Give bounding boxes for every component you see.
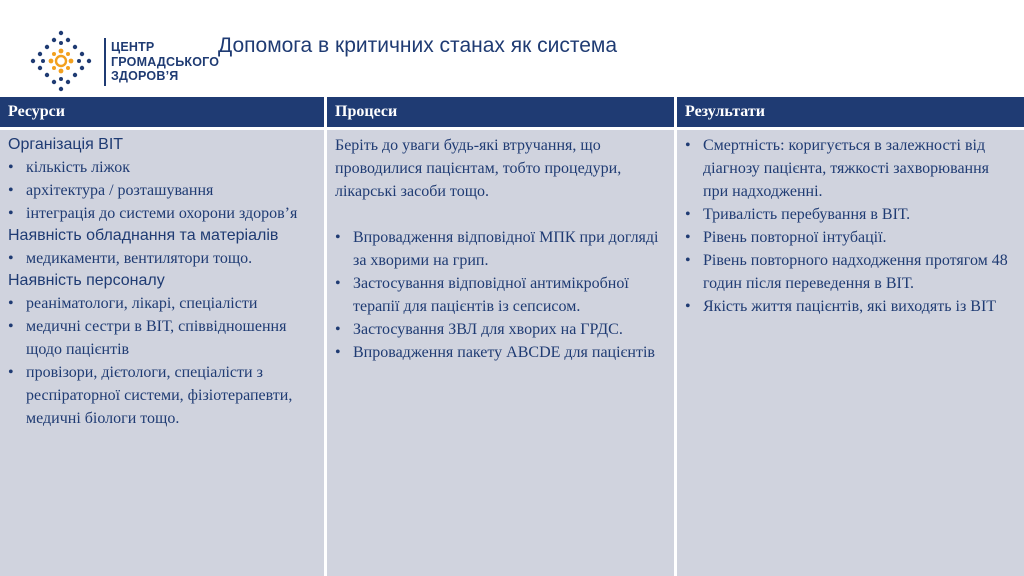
page-title: Допомога в критичних станах як система bbox=[218, 34, 618, 57]
resources-list bbox=[8, 292, 316, 430]
resources-list bbox=[8, 156, 316, 225]
logo-line: ГРОМАДСЬКОГО bbox=[111, 54, 220, 69]
logo-divider bbox=[104, 38, 106, 86]
list-item: • Впровадження пакету ABCDE для пацієнтів bbox=[335, 341, 666, 364]
list-item: • Смертність: коригується в залежності від діагнозу пацієнта, тяжкості захворювання при надходженні. bbox=[685, 134, 1016, 203]
resources-group-title: Наявність обладнання та матеріалів bbox=[8, 227, 279, 244]
resources-group-title: Організація ВІТ bbox=[8, 136, 124, 153]
results-cell bbox=[677, 130, 1024, 576]
logo-line: ЗДОРОВ’Я bbox=[111, 69, 179, 83]
list-item: • медикаменти, вентилятори тощо. bbox=[8, 247, 316, 270]
results-list bbox=[685, 134, 1016, 318]
processes-intro: Беріть до уваги будь-які втручання, що проводилися пацієнтам, тобто процедури, лікарські засоби тощо. bbox=[335, 137, 622, 200]
header-processes: Процеси bbox=[327, 97, 674, 127]
list-item: • Застосування ЗВЛ для хворих на ГРДС. bbox=[335, 318, 666, 341]
list-item: • Тривалість перебування в ВІТ. bbox=[685, 203, 1016, 226]
list-item: • інтеграція до системи охорони здоров’я bbox=[8, 202, 316, 225]
processes-cell bbox=[327, 130, 674, 576]
logo-wordmark bbox=[111, 40, 219, 84]
list-item: • Застосування відповідної антимікробної терапії для пацієнтів із сепсисом. bbox=[335, 272, 666, 318]
resources-cell bbox=[0, 130, 324, 576]
public-health-center-logo bbox=[28, 30, 100, 92]
list-item: • медичні сестри в ВІТ, співвідношення щодо пацієнтів bbox=[8, 315, 316, 361]
list-item: • Рівень повторного надходження протягом 48 годин після переведення в ВІТ. bbox=[685, 249, 1016, 295]
content-table bbox=[0, 97, 1024, 576]
list-item: • провізори, дієтологи, спеціалісти з респіраторної системи, фізіотерапевти, медичні біологи тощо. bbox=[8, 361, 316, 430]
resources-group-title: Наявність персоналу bbox=[8, 272, 165, 289]
list-item: • Впровадження відповідної МПК при догляді за хворими на грип. bbox=[335, 226, 666, 272]
header-results: Результати bbox=[677, 97, 1024, 127]
processes-list bbox=[335, 226, 666, 364]
logo-line: ЦЕНТР bbox=[111, 40, 155, 54]
list-item: • реаніматологи, лікарі, спеціалісти bbox=[8, 292, 316, 315]
list-item: • архітектура / розташування bbox=[8, 179, 316, 202]
list-item: • кількість ліжок bbox=[8, 156, 316, 179]
list-item: • Рівень повторної інтубації. bbox=[685, 226, 1016, 249]
list-item: • Якість життя пацієнтів, які виходять із ВІТ bbox=[685, 295, 1016, 318]
resources-list bbox=[8, 247, 316, 270]
header-resources: Ресурси bbox=[0, 97, 324, 127]
